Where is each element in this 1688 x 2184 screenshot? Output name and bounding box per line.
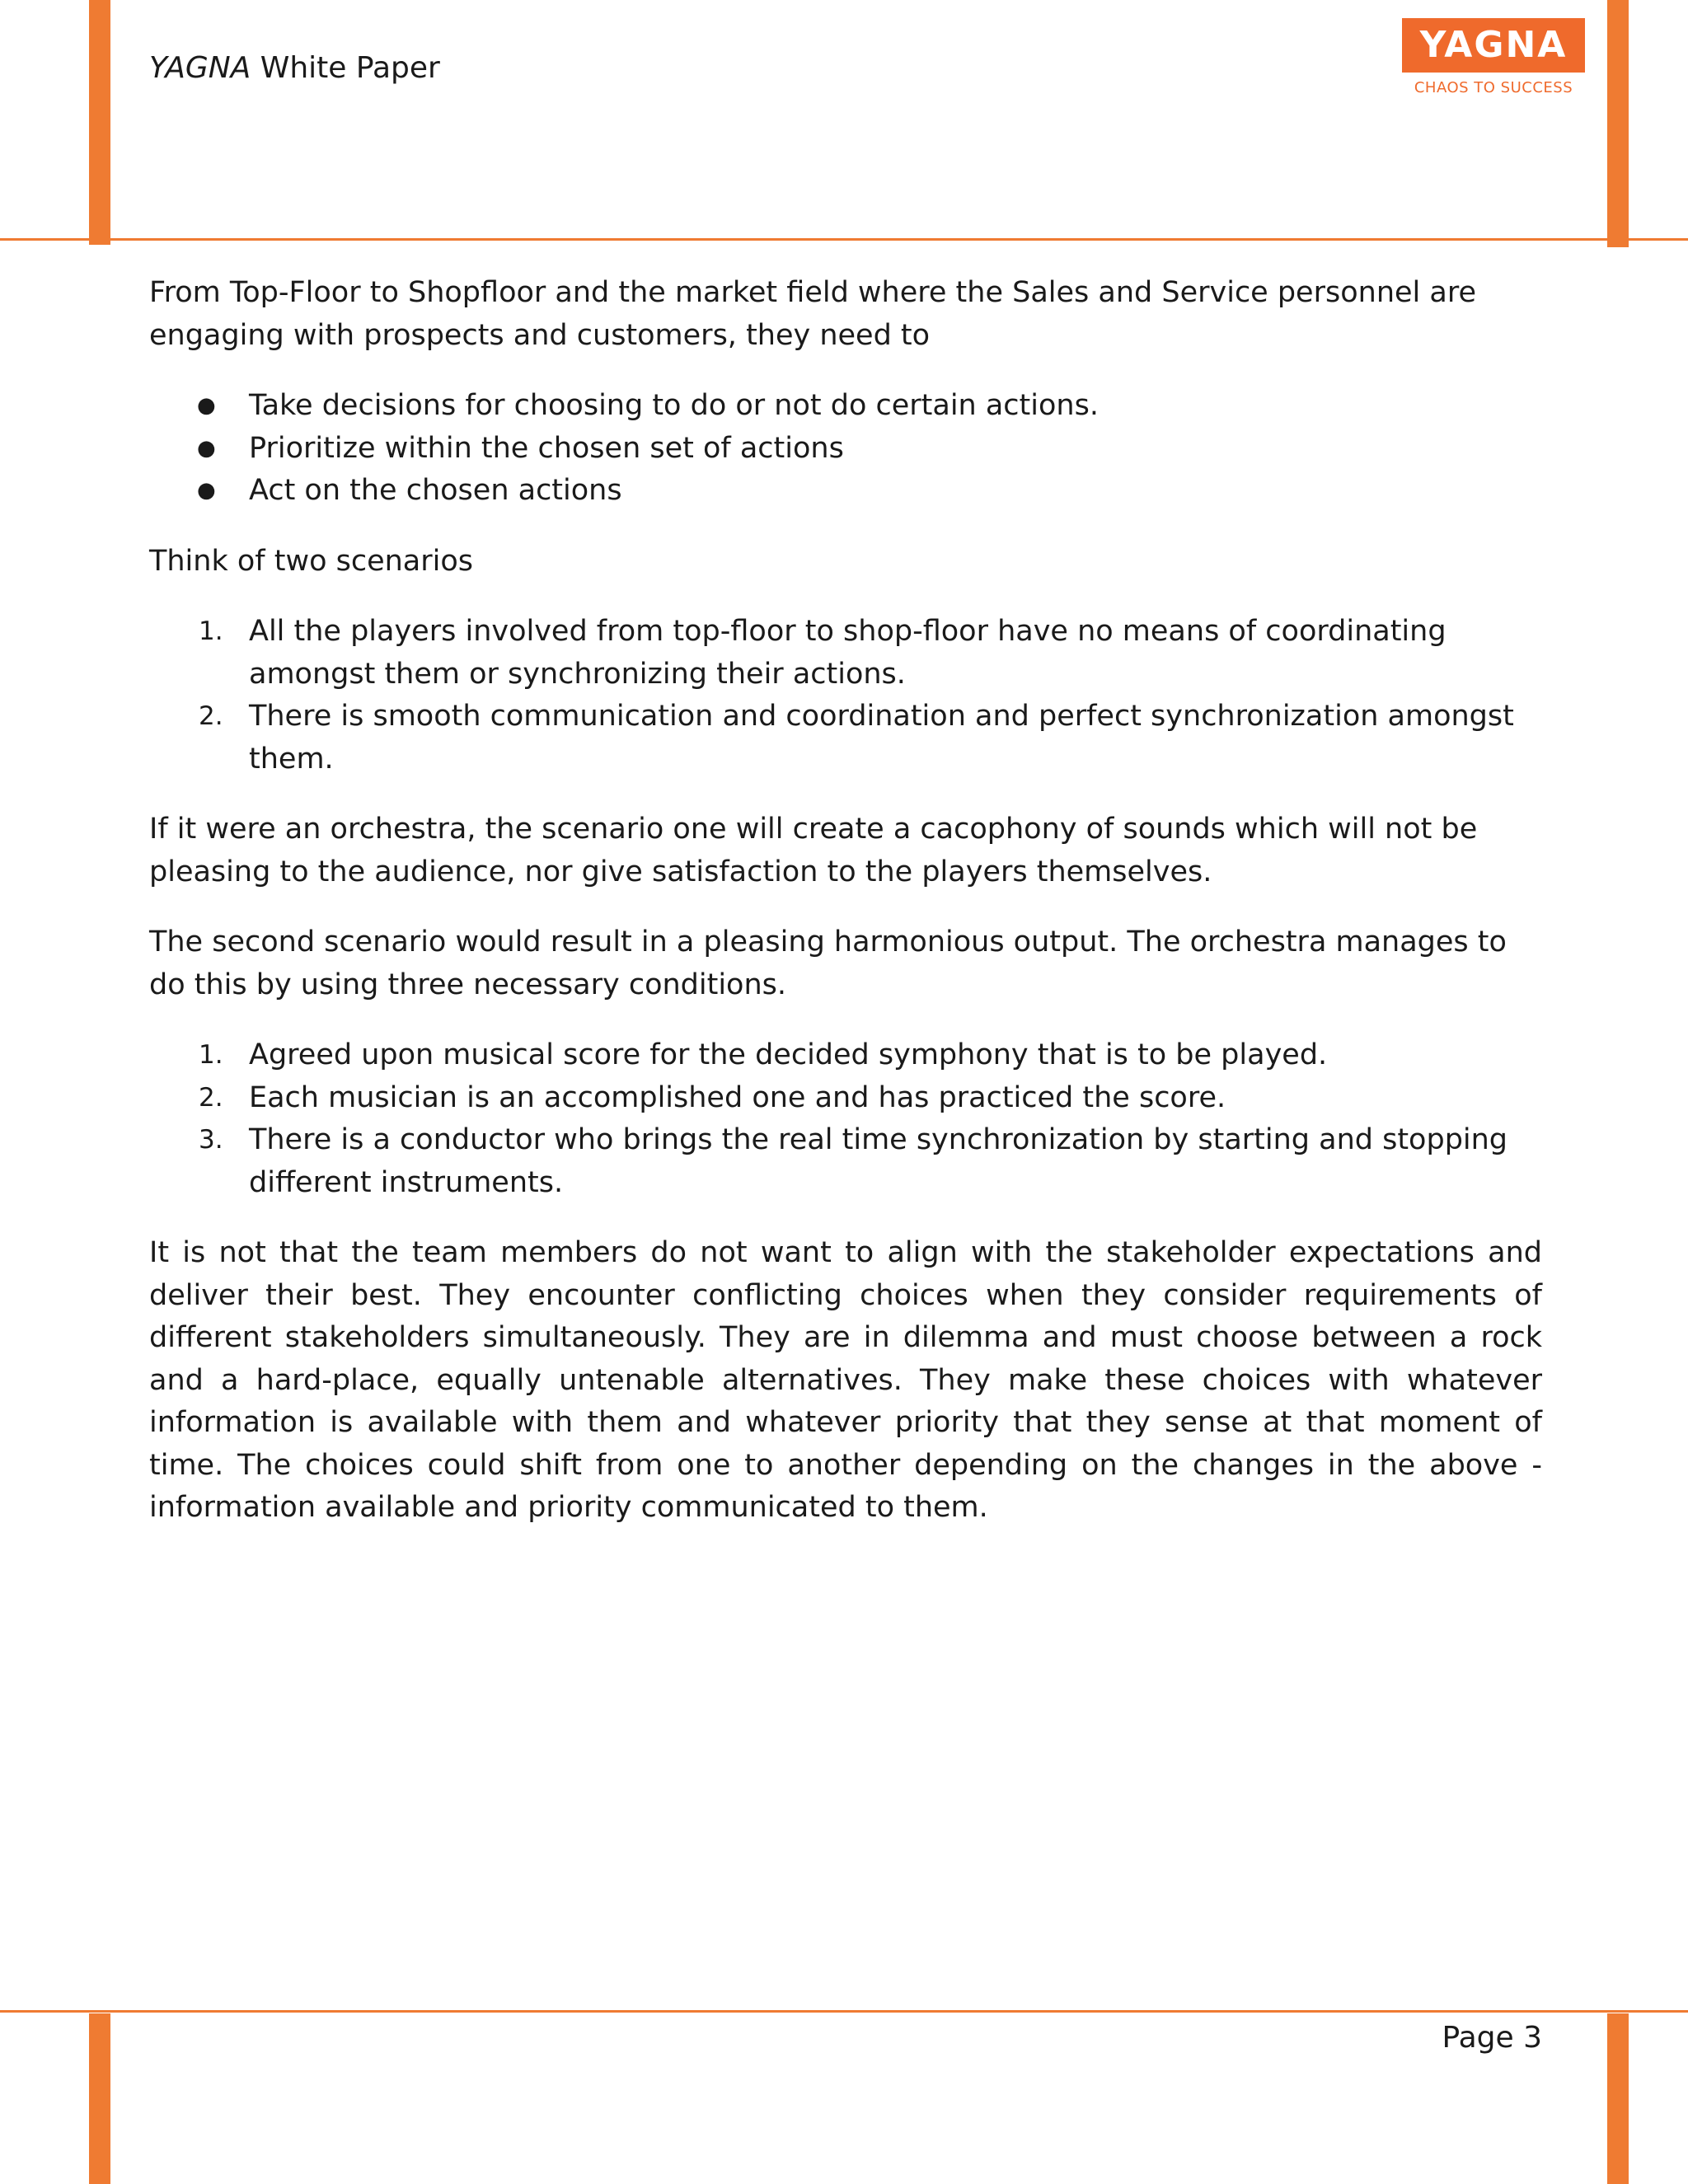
list-item bbox=[149, 1034, 1542, 1077]
list-item bbox=[149, 1077, 1542, 1120]
list-number: 1. bbox=[199, 1040, 223, 1070]
header-right-accent-bar bbox=[1607, 0, 1629, 247]
closing-paragraph: It is not that the team members do not want to align with the stakeholder expectations and deliver their best. They encounter conflicting choices when they consider requirements of different stakeholders simultaneously. They are in dilemma and must choose between a rock and a hard-place, equally untenable alternatives. They make these choices with whatever information is available with them and whatever priority that they sense at that moment of time. The choices could shift from one to another depending on the changes in the above - information available and priority communicated to them. bbox=[149, 1236, 1542, 1524]
list-item bbox=[149, 611, 1542, 696]
page-body bbox=[149, 272, 1542, 1558]
list-item-text: All the players involved from top-floor to shop-floor have no means of coordinating amongst them or synchronizing their actions. bbox=[249, 615, 1447, 691]
footer-rule bbox=[0, 2010, 1688, 2013]
header-title bbox=[149, 48, 440, 89]
list-item-text: Each musician is an accomplished one and has practiced the score. bbox=[249, 1080, 1226, 1114]
header-left-accent-bar bbox=[89, 0, 110, 245]
orchestra-paragraph-1: If it were an orchestra, the scenario one will create a cacophony of sounds which will not be pleasing to the audience, nor give satisfaction to the players themselves. bbox=[149, 813, 1478, 888]
scenarios-list bbox=[149, 611, 1542, 780]
footer-right-accent-bar bbox=[1607, 2013, 1629, 2184]
list-item bbox=[149, 1119, 1542, 1204]
list-item-text: There is smooth communication and coordination and perfect synchronization amongst them. bbox=[249, 700, 1514, 776]
scenarios-intro: Think of two scenarios bbox=[149, 544, 474, 578]
list-number: 2. bbox=[199, 701, 223, 731]
logo-tagline: CHAOS TO SUCCESS bbox=[1414, 79, 1573, 96]
list-item: ● Act on the chosen actions bbox=[149, 470, 1542, 513]
list-number: 2. bbox=[199, 1082, 223, 1113]
page-number: Page 3 bbox=[1442, 2021, 1542, 2055]
footer-left-accent-bar bbox=[89, 2013, 110, 2184]
header-title-brand: YAGNA bbox=[149, 51, 251, 85]
list-item-text: There is a conductor who brings the real time synchronization by starting and stopping different instruments. bbox=[249, 1123, 1508, 1199]
yagna-logo bbox=[1402, 18, 1585, 73]
list-item: ● Take decisions for choosing to do or not do certain actions. bbox=[149, 385, 1542, 428]
orchestra-paragraph-2: The second scenario would result in a pleasing harmonious output. The orchestra manages to do this by using three necessary conditions. bbox=[149, 926, 1507, 1001]
actions-list bbox=[149, 385, 1542, 513]
intro-paragraph: From Top-Floor to Shopfloor and the market field where the Sales and Service personnel are engaging with prospects and customers, they need to bbox=[149, 276, 1476, 352]
header-title-suffix: White Paper bbox=[251, 51, 440, 85]
header-rule bbox=[0, 238, 1688, 241]
list-item bbox=[149, 696, 1542, 780]
conditions-list bbox=[149, 1034, 1542, 1204]
logo-wordmark: YAGNA bbox=[1419, 24, 1568, 66]
list-number: 3. bbox=[199, 1125, 223, 1155]
list-item-text: Agreed upon musical score for the decided symphony that is to be played. bbox=[249, 1038, 1328, 1071]
list-item: ● Prioritize within the chosen set of actions bbox=[149, 428, 1542, 471]
list-number: 1. bbox=[199, 616, 223, 646]
